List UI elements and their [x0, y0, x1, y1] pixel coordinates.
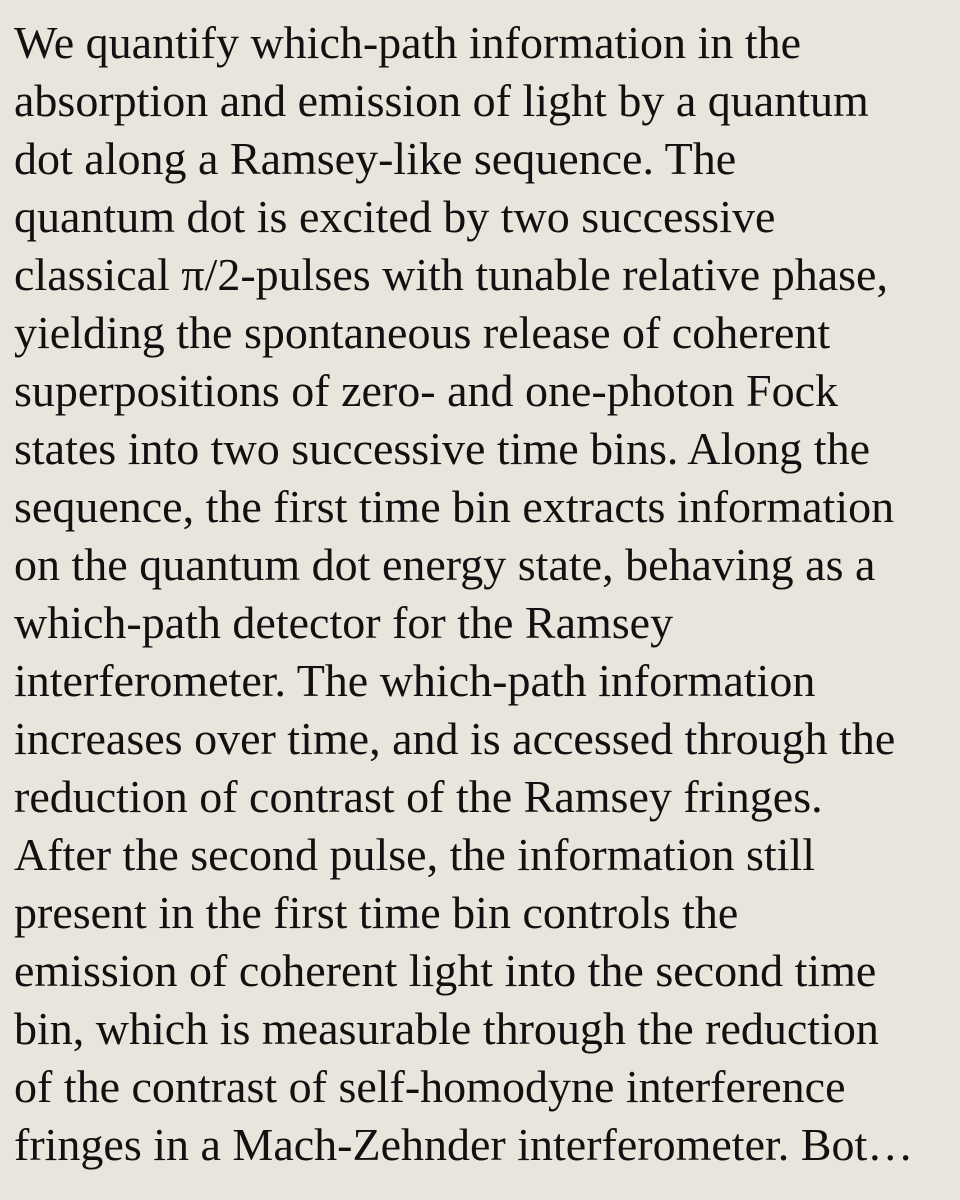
abstract-line-14: reduction of contrast of the Ramsey fringes.	[14, 771, 823, 822]
abstract-line-18: bin, which is measurable through the reduction	[14, 1003, 879, 1054]
abstract-line-17: emission of coherent light into the second time	[14, 945, 877, 996]
abstract-line-2: absorption and emission of light by a quantum	[14, 75, 869, 126]
abstract-text	[14, 14, 960, 1174]
abstract-line-12: interferometer. The which-path information	[14, 655, 816, 706]
abstract-line-7: superpositions of zero- and one-photon Fock	[14, 365, 839, 416]
abstract-line-6: yielding the spontaneous release of coherent	[14, 307, 831, 358]
abstract-line-10: on the quantum dot energy state, behaving as a	[14, 539, 876, 590]
abstract-line-15: After the second pulse, the information still	[14, 829, 815, 880]
abstract-line-5: classical π/2-pulses with tunable relative phase,	[14, 249, 888, 300]
abstract-line-20: fringes in a Mach-Zehnder interferometer. Bot…	[14, 1119, 914, 1170]
abstract-line-9: sequence, the first time bin extracts information	[14, 481, 895, 532]
abstract-line-16: present in the first time bin controls the	[14, 887, 739, 938]
abstract-line-11: which-path detector for the Ramsey	[14, 597, 674, 648]
abstract-line-4: quantum dot is excited by two successive	[14, 191, 776, 242]
abstract-line-13: increases over time, and is accessed through the	[14, 713, 896, 764]
abstract-line-19: of the contrast of self-homodyne interference	[14, 1061, 846, 1112]
abstract-line-8: states into two successive time bins. Along the	[14, 423, 871, 474]
abstract-line-1: We quantify which-path information in the	[14, 17, 802, 68]
abstract-line-3: dot along a Ramsey-like sequence. The	[14, 133, 737, 184]
